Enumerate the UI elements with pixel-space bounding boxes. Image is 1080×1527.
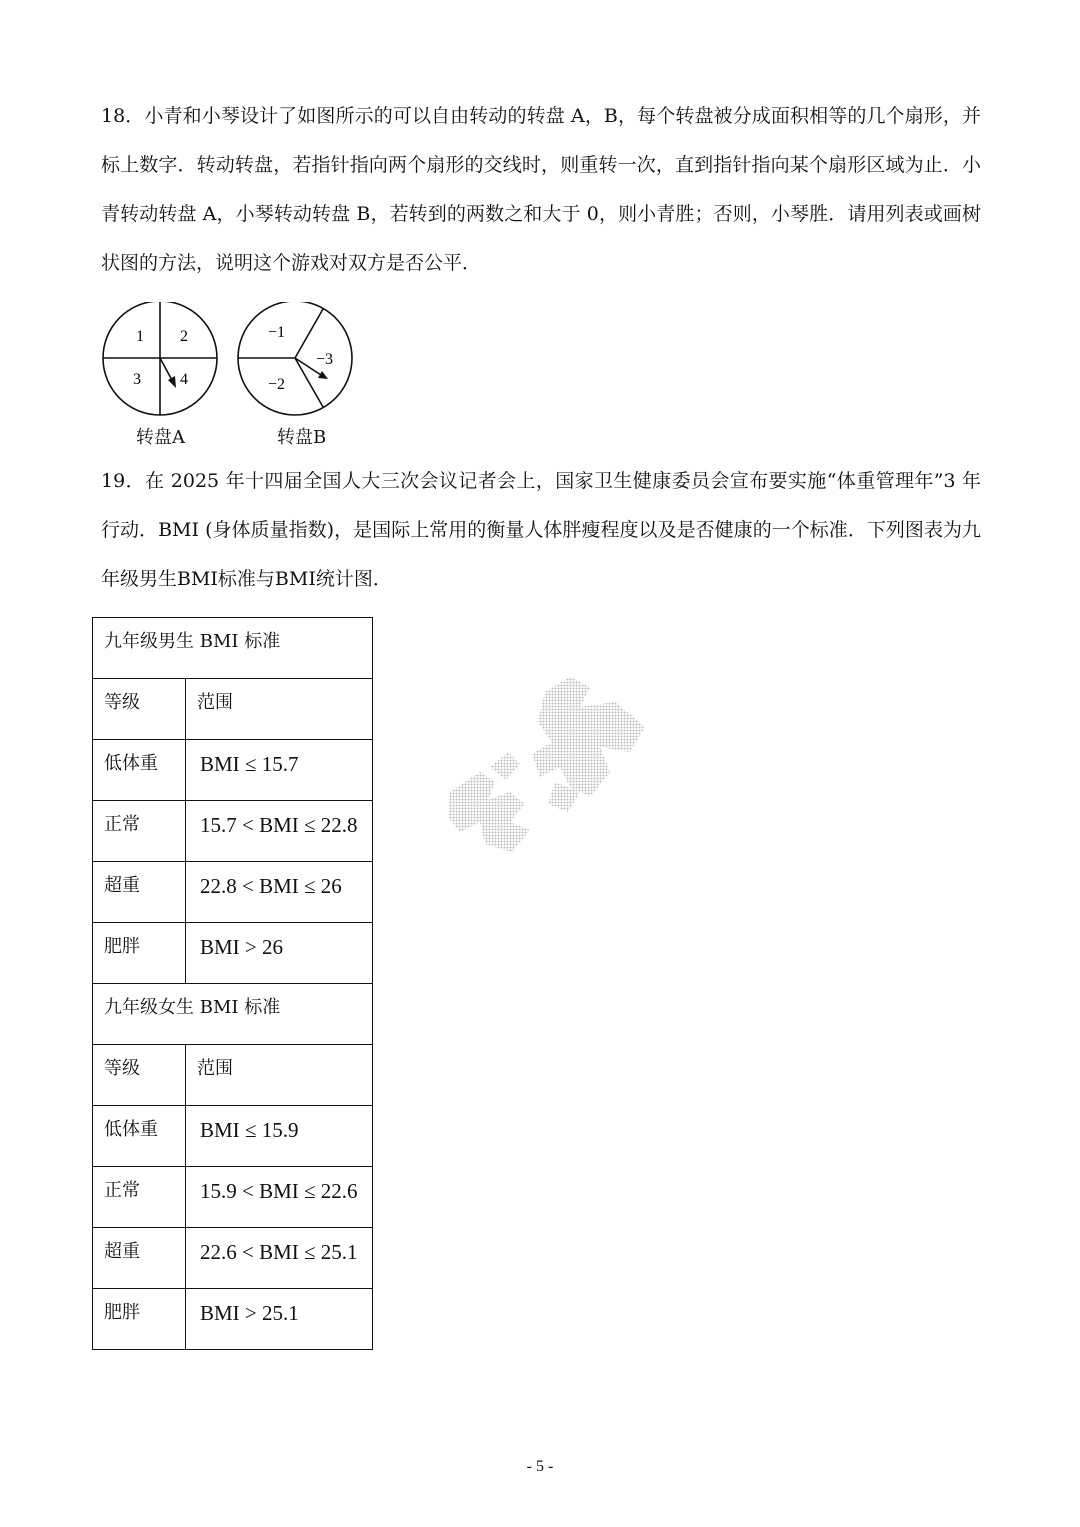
girls-table-title: 九年级女生 BMI 标准 [93, 984, 373, 1045]
page-number: - 5 - [526, 1458, 554, 1475]
column-header-grade: 等级 [93, 679, 186, 740]
grade-cell: 肥胖 [93, 923, 186, 984]
question-19-text: 19．在 2025 年十四届全国人大三次会议记者会上，国家卫生健康委员会宣布要实施“体重管理年”3 年行动．BMI (身体质量指数)，是国际上常用的衡量人体胖瘦程度以及是否健康的一个标准．下列图表为九年级男生BMI标准与BMI统计图． [101, 470, 981, 590]
spinner-a-caption: 转盘A [136, 427, 185, 448]
range-cell: BMI > 25.1 [186, 1289, 373, 1350]
grade-cell: 正常 [93, 1167, 186, 1228]
range-cell: 22.8 < BMI ≤ 26 [186, 862, 373, 923]
table-title-row [93, 984, 373, 1045]
grade-cell: 肥胖 [93, 1289, 186, 1350]
spinner-b-pointer-icon [318, 371, 328, 379]
table-header-row [93, 679, 373, 740]
boys-table-title: 九年级男生 BMI 标准 [93, 618, 373, 679]
range-cell: BMI ≤ 15.7 [186, 740, 373, 801]
range-cell: BMI > 26 [186, 923, 373, 984]
watermark-seal-icon [440, 672, 655, 857]
table-row [93, 862, 373, 923]
column-header-range: 范围 [186, 679, 373, 740]
range-cell: BMI ≤ 15.9 [186, 1106, 373, 1167]
column-header-grade: 等级 [93, 1045, 186, 1106]
table-row [93, 923, 373, 984]
grade-cell: 低体重 [93, 740, 186, 801]
grade-cell: 正常 [93, 801, 186, 862]
spinner-diagram [100, 302, 360, 422]
table-row [93, 1289, 373, 1350]
spinner-b-sector-neg3: −3 [316, 351, 334, 368]
spinner-a-sector-3: 3 [133, 371, 141, 388]
table-row [93, 1106, 373, 1167]
spinner-figure [100, 302, 360, 452]
spinner-b [238, 302, 352, 415]
range-cell: 15.9 < BMI ≤ 22.6 [186, 1167, 373, 1228]
grade-cell: 超重 [93, 1228, 186, 1289]
range-cell: 22.6 < BMI ≤ 25.1 [186, 1228, 373, 1289]
grade-cell: 低体重 [93, 1106, 186, 1167]
range-cell: 15.7 < BMI ≤ 22.8 [186, 801, 373, 862]
column-header-range: 范围 [186, 1045, 373, 1106]
spinner-a-sector-1: 1 [136, 328, 144, 345]
spinner-b-sector-neg2: −2 [268, 376, 286, 393]
bmi-standard-table [92, 617, 373, 1350]
spinner-a [103, 302, 217, 415]
grade-cell: 超重 [93, 862, 186, 923]
table-row [93, 1167, 373, 1228]
question-18-text: 18．小青和小琴设计了如图所示的可以自由转动的转盘 A，B，每个转盘被分成面积相等的几个扇形，并标上数字．转动转盘，若指针指向两个扇形的交线时，则重转一次，直到指针指向某个扇形区域为止．小青转动转盘 A，小琴转动转盘 B，若转到的两数之和大于 0，则小青胜；否则，小琴胜．请用列表或画树状图的方法，说明这个游戏对双方是否公平． [101, 105, 981, 274]
table-row [93, 1228, 373, 1289]
table-row [93, 801, 373, 862]
table-header-row [93, 1045, 373, 1106]
spinner-b-sector-neg1: −1 [268, 324, 286, 341]
spinner-b-caption: 转盘B [277, 427, 327, 448]
table-title-row [93, 618, 373, 679]
spinner-a-sector-2: 2 [180, 328, 188, 345]
spinner-a-sector-4: 4 [180, 371, 188, 388]
spinner-a-pointer-icon [168, 376, 176, 388]
table-row [93, 740, 373, 801]
